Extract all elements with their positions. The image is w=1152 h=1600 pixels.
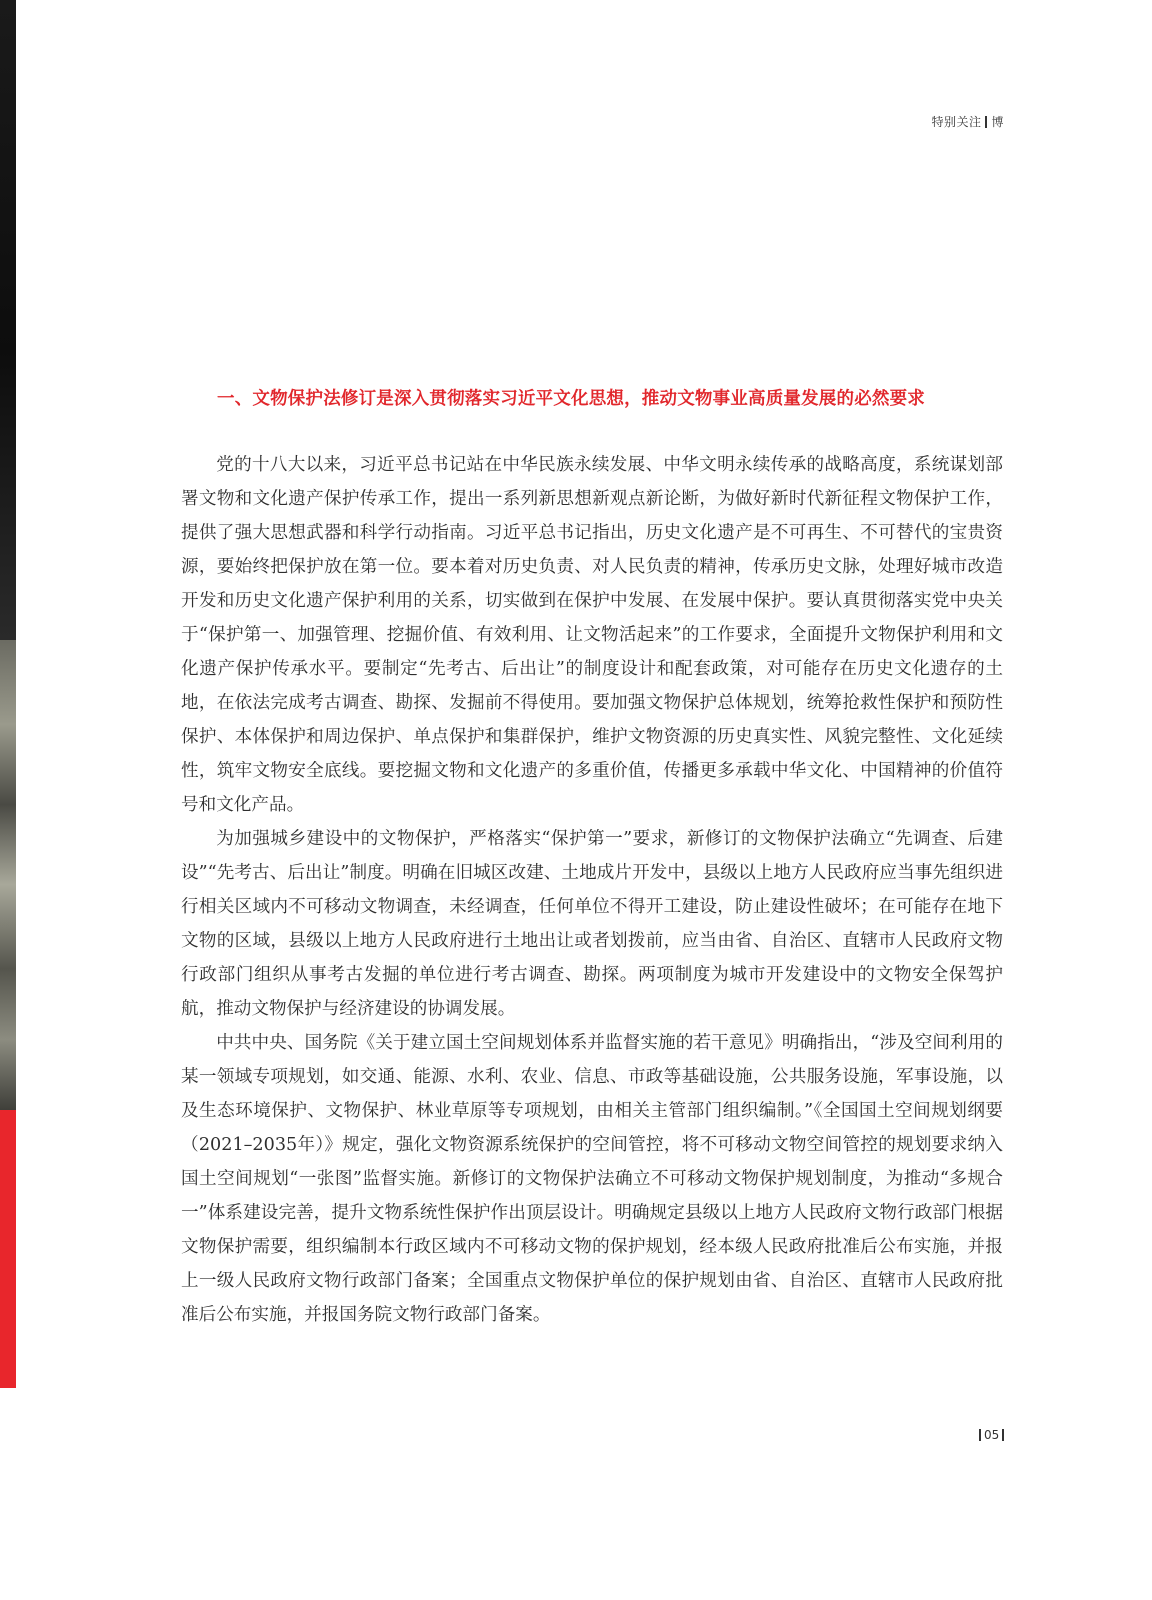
page-number-left-bar — [979, 1429, 981, 1441]
running-header-column: 博 — [991, 115, 1004, 129]
paragraph: 中共中央、国务院《关于建立国土空间规划体系并监督实施的若干意见》明确指出，“涉及空间利用的某一领域专项规划，如交通、能源、水利、农业、信息、市政等基础设施，公共服务设施，军事设施，以及生态环境保护、文物保护、林业草原等专项规划，由相关主管部门组织编制。”《全国国土空间规划纲要（2021–2035年）》规定，强化文物资源系统保护的空间管控，将不可移动文物空间管控的规划要求纳入国土空间规划“一张图”监督实施。新修订的文物保护法确立不可移动文物保护规划制度，为推动“多规合一”体系建设完善，提升文物系统性保护作出顶层设计。明确规定县级以上地方人民政府文物行政部门根据文物保护需要，组织编制本行政区域内不可移动文物的保护规划，经本级人民政府批准后公布实施，并报上一级人民政府文物行政部门备案；全国重点文物保护单位的保护规划由省、自治区、直辖市人民政府批准后公布实施，并报国务院文物行政部门备案。 — [181, 1033, 1003, 1325]
running-header-section: 特别关注 — [931, 115, 982, 129]
edge-photo-stone — [0, 640, 16, 1110]
running-header — [931, 113, 1004, 130]
paragraph: 党的十八大以来，习近平总书记站在中华民族永续发展、中华文明永续传承的战略高度，系统谋划部署文物和文化遗产保护传承工作，提出一系列新思想新观点新论断，为做好新时代新征程文物保护工作，提供了强大思想武器和科学行动指南。习近平总书记指出，历史文化遗产是不可再生、不可替代的宝贵资源，要始终把保护放在第一位。要本着对历史负责、对人民负责的精神，传承历史文脉，处理好城市改造开发和历史文化遗产保护利用的关系，切实做到在保护中发展、在发展中保护。要认真贯彻落实党中央关于“保护第一、加强管理、挖掘价值、有效利用、让文物活起来”的工作要求，全面提升文物保护利用和文化遗产保护传承水平。要制定“先考古、后出让”的制度设计和配套政策，对可能存在历史文化遗存的土地，在依法完成考古调查、勘探、发掘前不得使用。要加强文物保护总体规划，统筹抢救性保护和预防性保护、本体保护和周边保护、单点保护和集群保护，维护文物资源的历史真实性、风貌完整性、文化延续性，筑牢文物安全底线。要挖掘文物和文化遗产的多重价值，传播更多承载中华文化、中国精神的价值符号和文化产品。 — [181, 455, 1003, 815]
edge-red-band — [0, 1110, 16, 1388]
paragraph: 为加强城乡建设中的文物保护，严格落实“保护第一”要求，新修订的文物保护法确立“先调查、后建设”“先考古、后出让”制度。明确在旧城区改建、土地成片开发中，县级以上地方人民政府应当事先组织进行相关区域内不可移动文物调查，未经调查，任何单位不得开工建设，防止建设性破坏；在可能存在地下文物的区域，县级以上地方人民政府进行土地出让或者划拨前，应当由省、自治区、直辖市人民政府文物行政部门组织从事考古发掘的单位进行考古调查、勘探。两项制度为城市开发建设中的文物安全保驾护航，推动文物保护与经济建设的协调发展。 — [181, 829, 1003, 1019]
page-number-right-bar — [1002, 1429, 1004, 1441]
page-number — [976, 1428, 1007, 1442]
left-edge-photo-strip — [0, 0, 16, 1388]
section-heading: 一、文物保护法修订是深入贯彻落实习近平文化思想，推动文物事业高质量发展的必然要求 — [217, 389, 925, 409]
article-body — [181, 448, 1003, 1332]
running-header-divider — [985, 116, 987, 128]
page-number-value: 05 — [984, 1428, 1000, 1442]
edge-photo-dark — [0, 0, 16, 640]
